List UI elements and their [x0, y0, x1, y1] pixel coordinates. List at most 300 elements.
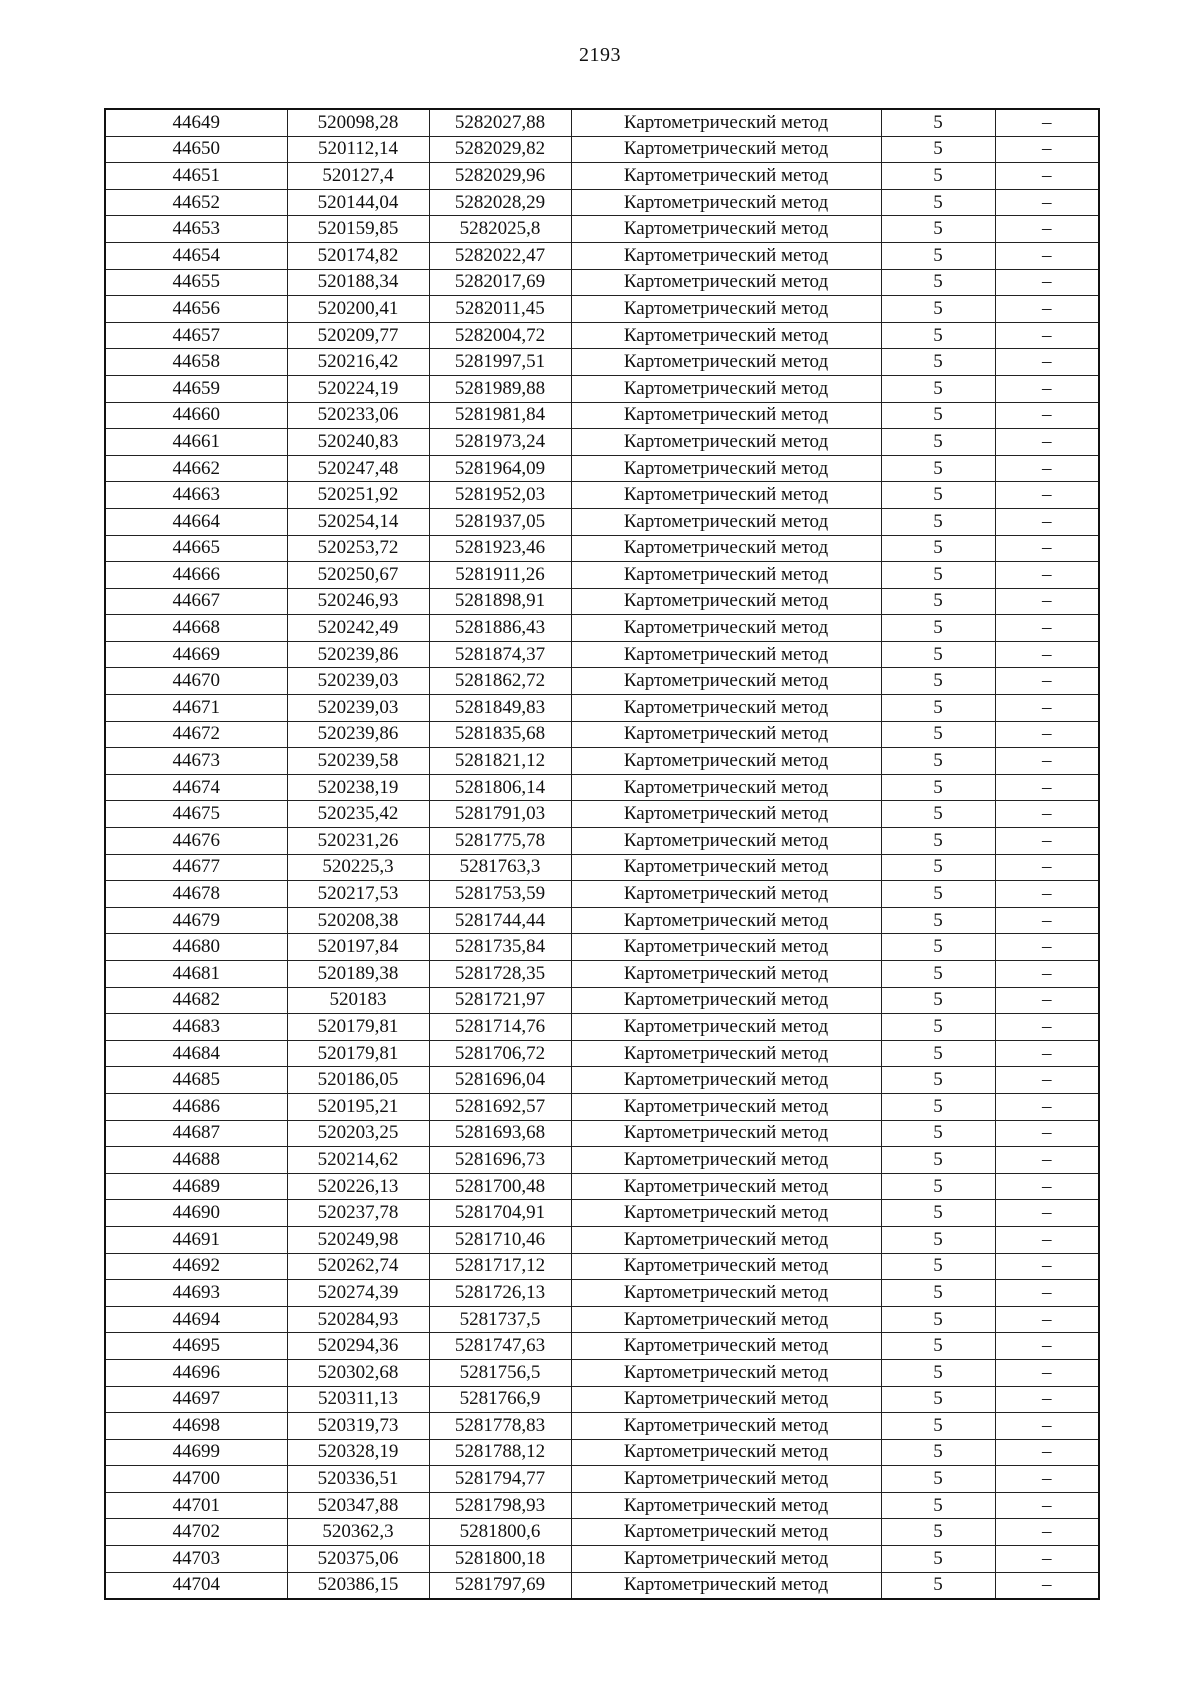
- table-row: [105, 482, 1099, 509]
- table-row: [105, 1413, 1099, 1440]
- point-number-cell: 44692: [105, 1253, 287, 1280]
- x-coordinate-cell: 520183: [287, 987, 429, 1014]
- description-cell: –: [995, 429, 1099, 456]
- method-cell: Картометрический метод: [571, 349, 881, 376]
- point-number-cell: 44655: [105, 269, 287, 296]
- table-row: [105, 1439, 1099, 1466]
- y-coordinate-cell: 5281806,14: [429, 774, 571, 801]
- x-coordinate-cell: 520239,58: [287, 748, 429, 775]
- table-row: [105, 1200, 1099, 1227]
- y-coordinate-cell: 5281964,09: [429, 455, 571, 482]
- description-cell: –: [995, 375, 1099, 402]
- point-number-cell: 44659: [105, 375, 287, 402]
- y-coordinate-cell: 5281923,46: [429, 535, 571, 562]
- x-coordinate-cell: 520200,41: [287, 296, 429, 323]
- point-number-cell: 44691: [105, 1226, 287, 1253]
- point-number-cell: 44673: [105, 748, 287, 775]
- point-number-cell: 44693: [105, 1280, 287, 1307]
- x-coordinate-cell: 520238,19: [287, 774, 429, 801]
- y-coordinate-cell: 5282029,82: [429, 136, 571, 163]
- table-row: [105, 934, 1099, 961]
- x-coordinate-cell: 520262,74: [287, 1253, 429, 1280]
- point-number-cell: 44682: [105, 987, 287, 1014]
- point-number-cell: 44661: [105, 429, 287, 456]
- description-cell: –: [995, 1014, 1099, 1041]
- x-coordinate-cell: 520247,48: [287, 455, 429, 482]
- table-row: [105, 1333, 1099, 1360]
- description-cell: –: [995, 269, 1099, 296]
- y-coordinate-cell: 5281692,57: [429, 1093, 571, 1120]
- table-row: [105, 774, 1099, 801]
- method-cell: Картометрический метод: [571, 774, 881, 801]
- x-coordinate-cell: 520251,92: [287, 482, 429, 509]
- accuracy-cell: 5: [881, 1147, 995, 1174]
- table-row: [105, 1226, 1099, 1253]
- x-coordinate-cell: 520328,19: [287, 1439, 429, 1466]
- method-cell: Картометрический метод: [571, 1359, 881, 1386]
- point-number-cell: 44675: [105, 801, 287, 828]
- table-row: [105, 1093, 1099, 1120]
- y-coordinate-cell: 5282029,96: [429, 163, 571, 190]
- table-row: [105, 1040, 1099, 1067]
- description-cell: –: [995, 1200, 1099, 1227]
- table-row: [105, 1306, 1099, 1333]
- point-number-cell: 44696: [105, 1359, 287, 1386]
- description-cell: –: [995, 961, 1099, 988]
- table-row: [105, 961, 1099, 988]
- method-cell: Картометрический метод: [571, 1200, 881, 1227]
- point-number-cell: 44672: [105, 721, 287, 748]
- table-row: [105, 748, 1099, 775]
- point-number-cell: 44663: [105, 482, 287, 509]
- y-coordinate-cell: 5281821,12: [429, 748, 571, 775]
- point-number-cell: 44658: [105, 349, 287, 376]
- x-coordinate-cell: 520214,62: [287, 1147, 429, 1174]
- table-row: [105, 1492, 1099, 1519]
- table-row: [105, 588, 1099, 615]
- method-cell: Картометрический метод: [571, 375, 881, 402]
- method-cell: Картометрический метод: [571, 1226, 881, 1253]
- table-row: [105, 508, 1099, 535]
- method-cell: Картометрический метод: [571, 1147, 881, 1174]
- method-cell: Картометрический метод: [571, 535, 881, 562]
- accuracy-cell: 5: [881, 1280, 995, 1307]
- accuracy-cell: 5: [881, 695, 995, 722]
- accuracy-cell: 5: [881, 322, 995, 349]
- method-cell: Картометрический метод: [571, 163, 881, 190]
- table-row: [105, 907, 1099, 934]
- description-cell: –: [995, 1093, 1099, 1120]
- x-coordinate-cell: 520311,13: [287, 1386, 429, 1413]
- y-coordinate-cell: 5281735,84: [429, 934, 571, 961]
- method-cell: Картометрический метод: [571, 1439, 881, 1466]
- x-coordinate-cell: 520127,4: [287, 163, 429, 190]
- x-coordinate-cell: 520186,05: [287, 1067, 429, 1094]
- x-coordinate-cell: 520174,82: [287, 242, 429, 269]
- table-row: [105, 296, 1099, 323]
- accuracy-cell: 5: [881, 455, 995, 482]
- y-coordinate-cell: 5281997,51: [429, 349, 571, 376]
- accuracy-cell: 5: [881, 1359, 995, 1386]
- x-coordinate-cell: 520233,06: [287, 402, 429, 429]
- accuracy-cell: 5: [881, 828, 995, 855]
- point-number-cell: 44677: [105, 854, 287, 881]
- description-cell: –: [995, 828, 1099, 855]
- method-cell: Картометрический метод: [571, 1306, 881, 1333]
- point-number-cell: 44703: [105, 1546, 287, 1573]
- x-coordinate-cell: 520179,81: [287, 1014, 429, 1041]
- accuracy-cell: 5: [881, 375, 995, 402]
- method-cell: Картометрический метод: [571, 1067, 881, 1094]
- description-cell: –: [995, 987, 1099, 1014]
- description-cell: –: [995, 1359, 1099, 1386]
- point-number-cell: 44662: [105, 455, 287, 482]
- accuracy-cell: 5: [881, 1093, 995, 1120]
- description-cell: –: [995, 1546, 1099, 1573]
- method-cell: Картометрический метод: [571, 136, 881, 163]
- method-cell: Картометрический метод: [571, 1386, 881, 1413]
- accuracy-cell: 5: [881, 402, 995, 429]
- accuracy-cell: 5: [881, 349, 995, 376]
- table-row: [105, 535, 1099, 562]
- y-coordinate-cell: 5281778,83: [429, 1413, 571, 1440]
- point-number-cell: 44680: [105, 934, 287, 961]
- accuracy-cell: 5: [881, 588, 995, 615]
- description-cell: –: [995, 349, 1099, 376]
- method-cell: Картометрический метод: [571, 641, 881, 668]
- accuracy-cell: 5: [881, 136, 995, 163]
- accuracy-cell: 5: [881, 269, 995, 296]
- x-coordinate-cell: 520226,13: [287, 1173, 429, 1200]
- description-cell: –: [995, 1439, 1099, 1466]
- point-number-cell: 44687: [105, 1120, 287, 1147]
- point-number-cell: 44652: [105, 189, 287, 216]
- description-cell: –: [995, 1306, 1099, 1333]
- table-row: [105, 854, 1099, 881]
- x-coordinate-cell: 520208,38: [287, 907, 429, 934]
- accuracy-cell: 5: [881, 668, 995, 695]
- point-number-cell: 44657: [105, 322, 287, 349]
- y-coordinate-cell: 5281791,03: [429, 801, 571, 828]
- table-row: [105, 1173, 1099, 1200]
- y-coordinate-cell: 5281800,18: [429, 1546, 571, 1573]
- accuracy-cell: 5: [881, 242, 995, 269]
- accuracy-cell: 5: [881, 854, 995, 881]
- table-row: [105, 1253, 1099, 1280]
- description-cell: –: [995, 1253, 1099, 1280]
- description-cell: –: [995, 934, 1099, 961]
- point-number-cell: 44653: [105, 216, 287, 243]
- point-number-cell: 44654: [105, 242, 287, 269]
- y-coordinate-cell: 5281728,35: [429, 961, 571, 988]
- accuracy-cell: 5: [881, 961, 995, 988]
- accuracy-cell: 5: [881, 1173, 995, 1200]
- method-cell: Картометрический метод: [571, 1546, 881, 1573]
- method-cell: Картометрический метод: [571, 269, 881, 296]
- method-cell: Картометрический метод: [571, 854, 881, 881]
- point-number-cell: 44670: [105, 668, 287, 695]
- x-coordinate-cell: 520239,03: [287, 695, 429, 722]
- method-cell: Картометрический метод: [571, 1466, 881, 1493]
- description-cell: –: [995, 748, 1099, 775]
- description-cell: –: [995, 242, 1099, 269]
- x-coordinate-cell: 520294,36: [287, 1333, 429, 1360]
- y-coordinate-cell: 5281714,76: [429, 1014, 571, 1041]
- method-cell: Картометрический метод: [571, 721, 881, 748]
- y-coordinate-cell: 5282025,8: [429, 216, 571, 243]
- y-coordinate-cell: 5281898,91: [429, 588, 571, 615]
- description-cell: –: [995, 1040, 1099, 1067]
- point-number-cell: 44700: [105, 1466, 287, 1493]
- table-row: [105, 349, 1099, 376]
- table-row: [105, 987, 1099, 1014]
- y-coordinate-cell: 5281756,5: [429, 1359, 571, 1386]
- method-cell: Картометрический метод: [571, 615, 881, 642]
- y-coordinate-cell: 5281696,04: [429, 1067, 571, 1094]
- method-cell: Картометрический метод: [571, 1280, 881, 1307]
- y-coordinate-cell: 5281981,84: [429, 402, 571, 429]
- accuracy-cell: 5: [881, 1439, 995, 1466]
- description-cell: –: [995, 1120, 1099, 1147]
- description-cell: –: [995, 1173, 1099, 1200]
- point-number-cell: 44698: [105, 1413, 287, 1440]
- description-cell: –: [995, 508, 1099, 535]
- description-cell: –: [995, 322, 1099, 349]
- table-row: [105, 881, 1099, 908]
- method-cell: Картометрический метод: [571, 1040, 881, 1067]
- accuracy-cell: 5: [881, 748, 995, 775]
- y-coordinate-cell: 5281797,69: [429, 1572, 571, 1599]
- description-cell: –: [995, 854, 1099, 881]
- y-coordinate-cell: 5281989,88: [429, 375, 571, 402]
- y-coordinate-cell: 5281973,24: [429, 429, 571, 456]
- point-number-cell: 44690: [105, 1200, 287, 1227]
- table-row: [105, 695, 1099, 722]
- x-coordinate-cell: 520159,85: [287, 216, 429, 243]
- accuracy-cell: 5: [881, 774, 995, 801]
- accuracy-cell: 5: [881, 429, 995, 456]
- point-number-cell: 44702: [105, 1519, 287, 1546]
- x-coordinate-cell: 520098,28: [287, 109, 429, 136]
- method-cell: Картометрический метод: [571, 402, 881, 429]
- method-cell: Картометрический метод: [571, 695, 881, 722]
- x-coordinate-cell: 520237,78: [287, 1200, 429, 1227]
- y-coordinate-cell: 5281766,9: [429, 1386, 571, 1413]
- x-coordinate-cell: 520195,21: [287, 1093, 429, 1120]
- accuracy-cell: 5: [881, 163, 995, 190]
- x-coordinate-cell: 520203,25: [287, 1120, 429, 1147]
- accuracy-cell: 5: [881, 482, 995, 509]
- point-number-cell: 44686: [105, 1093, 287, 1120]
- accuracy-cell: 5: [881, 109, 995, 136]
- description-cell: –: [995, 1466, 1099, 1493]
- y-coordinate-cell: 5281744,44: [429, 907, 571, 934]
- y-coordinate-cell: 5281706,72: [429, 1040, 571, 1067]
- x-coordinate-cell: 520254,14: [287, 508, 429, 535]
- accuracy-cell: 5: [881, 296, 995, 323]
- method-cell: Картометрический метод: [571, 242, 881, 269]
- y-coordinate-cell: 5281753,59: [429, 881, 571, 908]
- x-coordinate-cell: 520235,42: [287, 801, 429, 828]
- y-coordinate-cell: 5281835,68: [429, 721, 571, 748]
- point-number-cell: 44666: [105, 562, 287, 589]
- coordinates-table: [104, 108, 1100, 1600]
- description-cell: –: [995, 482, 1099, 509]
- table-row: [105, 1519, 1099, 1546]
- table-row: [105, 429, 1099, 456]
- table-row: [105, 801, 1099, 828]
- accuracy-cell: 5: [881, 641, 995, 668]
- table-row: [105, 721, 1099, 748]
- accuracy-cell: 5: [881, 1492, 995, 1519]
- table-row: [105, 1546, 1099, 1573]
- method-cell: Картометрический метод: [571, 748, 881, 775]
- method-cell: Картометрический метод: [571, 881, 881, 908]
- point-number-cell: 44681: [105, 961, 287, 988]
- table-row: [105, 216, 1099, 243]
- accuracy-cell: 5: [881, 562, 995, 589]
- description-cell: –: [995, 109, 1099, 136]
- y-coordinate-cell: 5281794,77: [429, 1466, 571, 1493]
- method-cell: Картометрический метод: [571, 109, 881, 136]
- y-coordinate-cell: 5281763,3: [429, 854, 571, 881]
- y-coordinate-cell: 5281952,03: [429, 482, 571, 509]
- description-cell: –: [995, 1572, 1099, 1599]
- x-coordinate-cell: 520179,81: [287, 1040, 429, 1067]
- table-row: [105, 1386, 1099, 1413]
- description-cell: –: [995, 668, 1099, 695]
- method-cell: Картометрический метод: [571, 296, 881, 323]
- method-cell: Картометрический метод: [571, 1253, 881, 1280]
- point-number-cell: 44668: [105, 615, 287, 642]
- x-coordinate-cell: 520197,84: [287, 934, 429, 961]
- description-cell: –: [995, 881, 1099, 908]
- description-cell: –: [995, 774, 1099, 801]
- table-row: [105, 242, 1099, 269]
- method-cell: Картометрический метод: [571, 1413, 881, 1440]
- x-coordinate-cell: 520239,86: [287, 641, 429, 668]
- x-coordinate-cell: 520216,42: [287, 349, 429, 376]
- point-number-cell: 44683: [105, 1014, 287, 1041]
- description-cell: –: [995, 615, 1099, 642]
- x-coordinate-cell: 520347,88: [287, 1492, 429, 1519]
- method-cell: Картометрический метод: [571, 455, 881, 482]
- point-number-cell: 44704: [105, 1572, 287, 1599]
- description-cell: –: [995, 455, 1099, 482]
- point-number-cell: 44649: [105, 109, 287, 136]
- x-coordinate-cell: 520274,39: [287, 1280, 429, 1307]
- description-cell: –: [995, 801, 1099, 828]
- accuracy-cell: 5: [881, 987, 995, 1014]
- y-coordinate-cell: 5281704,91: [429, 1200, 571, 1227]
- table-row: [105, 109, 1099, 136]
- method-cell: Картометрический метод: [571, 1519, 881, 1546]
- x-coordinate-cell: 520224,19: [287, 375, 429, 402]
- point-number-cell: 44701: [105, 1492, 287, 1519]
- description-cell: –: [995, 1147, 1099, 1174]
- accuracy-cell: 5: [881, 1253, 995, 1280]
- point-number-cell: 44676: [105, 828, 287, 855]
- y-coordinate-cell: 5281775,78: [429, 828, 571, 855]
- description-cell: –: [995, 562, 1099, 589]
- method-cell: Картометрический метод: [571, 1173, 881, 1200]
- y-coordinate-cell: 5281693,68: [429, 1120, 571, 1147]
- table-row: [105, 615, 1099, 642]
- point-number-cell: 44656: [105, 296, 287, 323]
- accuracy-cell: 5: [881, 801, 995, 828]
- x-coordinate-cell: 520242,49: [287, 615, 429, 642]
- x-coordinate-cell: 520246,93: [287, 588, 429, 615]
- method-cell: Картометрический метод: [571, 1572, 881, 1599]
- table-row: [105, 1572, 1099, 1599]
- y-coordinate-cell: 5282027,88: [429, 109, 571, 136]
- description-cell: –: [995, 1226, 1099, 1253]
- point-number-cell: 44650: [105, 136, 287, 163]
- y-coordinate-cell: 5281710,46: [429, 1226, 571, 1253]
- method-cell: Картометрический метод: [571, 907, 881, 934]
- accuracy-cell: 5: [881, 1067, 995, 1094]
- x-coordinate-cell: 520189,38: [287, 961, 429, 988]
- y-coordinate-cell: 5282004,72: [429, 322, 571, 349]
- description-cell: –: [995, 695, 1099, 722]
- description-cell: –: [995, 1492, 1099, 1519]
- x-coordinate-cell: 520225,3: [287, 854, 429, 881]
- accuracy-cell: 5: [881, 1546, 995, 1573]
- y-coordinate-cell: 5282011,45: [429, 296, 571, 323]
- table-row: [105, 1466, 1099, 1493]
- y-coordinate-cell: 5281862,72: [429, 668, 571, 695]
- x-coordinate-cell: 520188,34: [287, 269, 429, 296]
- y-coordinate-cell: 5281886,43: [429, 615, 571, 642]
- table-row: [105, 1147, 1099, 1174]
- description-cell: –: [995, 1519, 1099, 1546]
- description-cell: –: [995, 641, 1099, 668]
- method-cell: Картометрический метод: [571, 508, 881, 535]
- y-coordinate-cell: 5281726,13: [429, 1280, 571, 1307]
- table-row: [105, 641, 1099, 668]
- x-coordinate-cell: 520239,86: [287, 721, 429, 748]
- description-cell: –: [995, 296, 1099, 323]
- method-cell: Картометрический метод: [571, 987, 881, 1014]
- point-number-cell: 44674: [105, 774, 287, 801]
- table-row: [105, 1120, 1099, 1147]
- description-cell: –: [995, 163, 1099, 190]
- point-number-cell: 44685: [105, 1067, 287, 1094]
- description-cell: –: [995, 535, 1099, 562]
- x-coordinate-cell: 520336,51: [287, 1466, 429, 1493]
- method-cell: Картометрический метод: [571, 216, 881, 243]
- method-cell: Картометрический метод: [571, 189, 881, 216]
- table-row: [105, 1359, 1099, 1386]
- y-coordinate-cell: 5282022,47: [429, 242, 571, 269]
- x-coordinate-cell: 520253,72: [287, 535, 429, 562]
- accuracy-cell: 5: [881, 535, 995, 562]
- y-coordinate-cell: 5281717,12: [429, 1253, 571, 1280]
- y-coordinate-cell: 5281849,83: [429, 695, 571, 722]
- table-row: [105, 269, 1099, 296]
- description-cell: –: [995, 588, 1099, 615]
- table-row: [105, 189, 1099, 216]
- x-coordinate-cell: 520284,93: [287, 1306, 429, 1333]
- accuracy-cell: 5: [881, 934, 995, 961]
- method-cell: Картометрический метод: [571, 828, 881, 855]
- description-cell: –: [995, 1413, 1099, 1440]
- point-number-cell: 44664: [105, 508, 287, 535]
- accuracy-cell: 5: [881, 907, 995, 934]
- accuracy-cell: 5: [881, 1226, 995, 1253]
- y-coordinate-cell: 5281800,6: [429, 1519, 571, 1546]
- table-row: [105, 668, 1099, 695]
